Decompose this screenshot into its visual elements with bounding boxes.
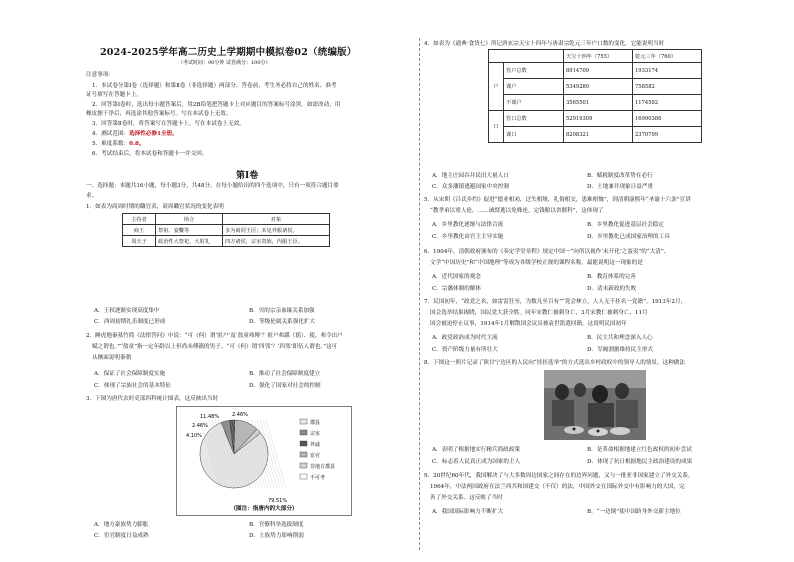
option: C．体现了宗族社会的基本特征 <box>94 383 171 389</box>
q4-options-row <box>432 173 742 180</box>
q3-options-row <box>94 533 404 540</box>
option: C．资产阶级力量有所壮大 <box>432 347 498 353</box>
q4-table-cell: 1174592 <box>633 95 702 111</box>
note-line: 证号填写在答题卡上。 <box>86 92 142 98</box>
q4-table-cell: 3565501 <box>564 95 633 111</box>
q3-pie-chart <box>176 406 352 516</box>
question-7-line: 7．民国初年，“政党之名，如雷雷狂至，为数凡至百有”“党会林立，人人无不挂名一党籍”。1913年2月， <box>424 299 687 305</box>
left-column <box>86 0 414 562</box>
option: C．西周初期礼乐制度已形成 <box>94 319 166 325</box>
pie-data-label: 2.46% <box>192 423 208 429</box>
option: A．保证了社会保障制度实施 <box>94 371 166 377</box>
pie-data-label: 11.48% <box>200 414 220 420</box>
q1-options-row <box>94 319 404 326</box>
question-8-stem: 8．下图这一照片记录了陕甘宁边区的人民向“挂挂选举”的方式选出乡村政权中的领导人的情景。这种做法 <box>424 360 685 366</box>
column-divider <box>419 38 420 550</box>
question-2-line: 赋之谓也。”“敖童”指一定年龄以上但尚未傅籍的男子。“可（何）谓‘四邻’？‘四邻’即伍人谓也。”这可 <box>92 344 338 350</box>
q6-options-row <box>432 286 742 293</box>
option: B．官僚科举选拔制度 <box>249 522 304 528</box>
option: D．清末新政的失败 <box>587 286 637 292</box>
option: C．乡里教化由官主主导实施 <box>432 234 504 240</box>
q7-options-row <box>432 347 742 354</box>
question-2-line: 从侧面说明秦朝 <box>92 355 132 361</box>
option: B．赋税制度改革势在必行 <box>587 173 653 179</box>
legend-swatch <box>300 474 307 479</box>
question-5-line: 5．从宋朝《吕氏乡约》促进“德业相劝，过失相规，礼俗相交，患难相恤”，到清朝康熙年“圣谕十六条”宣讲 <box>424 197 691 203</box>
q4-table-cell: 2370799 <box>633 127 702 143</box>
right-column <box>424 0 756 562</box>
q4-table-cell: 1933174 <box>633 63 702 79</box>
option: D．军阀割据维持民主形式 <box>587 347 654 353</box>
instruction-line: 求。 <box>86 193 98 199</box>
option: D．体现了抗日根据地民主政治建设的成果 <box>587 459 693 465</box>
q1-table-cell: 祭祖、宴饗等 <box>156 225 223 236</box>
q1-table-cell: 多为商同王臣；未见外服诸侯。 <box>223 225 330 236</box>
part1-heading: 第Ⅰ卷 <box>236 171 259 181</box>
q3-options-row <box>94 522 404 529</box>
legend-swatch <box>300 419 307 424</box>
pie-data-label: 79.51% <box>268 498 288 504</box>
question-7-line: 国会选举结果揭晓，国民党大获全胜。同年宋教仁被刺身亡，3月宋教仁被刺身亡，11月 <box>430 310 648 316</box>
option: C．标志着人民真正成为国家的主人 <box>432 459 521 465</box>
option: B．教育体系的完善 <box>587 274 636 280</box>
question-9-line: 9．20世纪60年代，我国解决了与大多数周边国家之间存在的边界问题，又与一批亚非国家建立了外交关系。 <box>424 473 694 479</box>
option: A．地主庄园吞并民田大量人口 <box>432 173 509 179</box>
q4-options-row <box>432 184 742 191</box>
option: D．土地兼并现象日益严重 <box>587 184 654 190</box>
notes-heading: 注意事项： <box>86 72 114 78</box>
q4-table-cell: 管户总数 <box>504 63 564 79</box>
q4-table-cell: 8208321 <box>564 127 633 143</box>
note-difficulty: 5．难度系数：0.8。 <box>92 141 145 147</box>
question-1-stem: 1．如表为商周时期的職官表，商周職官状况的变化表明 <box>86 204 224 210</box>
q1-table-cell: 四方诸侯，宗室贵族，内服王臣。 <box>223 236 330 247</box>
option: B．民主共和理念深入人心 <box>587 335 653 341</box>
legend-label: 宗室 <box>310 431 321 437</box>
q4-table-cell: 5349280 <box>564 79 633 95</box>
instruction-line: 一、选择题：本题共16小题，每小题3分，共48分。在每小题给出的四个选项中，只有一项符合题目要 <box>86 183 339 189</box>
q1-table-header: 对象 <box>223 214 330 225</box>
q8-options-row <box>432 459 742 466</box>
option: B．“一边倒”使中国跻身外交新主地位 <box>587 509 681 515</box>
option: A．乡里教化逐渐与法律合流 <box>432 222 504 228</box>
question-7-line: 国会被迫停止议事，1914年1月解散国会议员被袁世凯遣回籍。这说明民国初年 <box>430 321 627 327</box>
exam-subtitle: （考试时间：90分钟 试卷满分：100分） <box>178 60 271 66</box>
q1-table-cell: 周天子 <box>123 236 156 247</box>
question-2-line: 2．睡虎地秦墓竹简《法律答问》中说：“可（何）谓‘匿户’及‘敖童弗傅’？匿户弗繇（徭）、使，弗令出户 <box>86 333 343 339</box>
option: B．推动了社会保障制度建立 <box>249 371 321 377</box>
q4-table-cell: 课户 <box>504 79 564 95</box>
option: A．我国国际影响力不断扩大 <box>432 509 504 515</box>
option: A．近代国家的观念 <box>432 274 481 280</box>
legend-label: 宦官 <box>310 453 321 459</box>
question-9-line: 1964年，中法两国政府在法兰西共和国建交（不仅）的法，中国外交在国际外交中有影响力的大国，完 <box>430 484 685 490</box>
q4-table-cell: 管口总数 <box>504 111 564 127</box>
question-3-stem: 3．下图为唐代农时吏部四科统计图表，这反映出当时 <box>86 396 219 402</box>
q4-table <box>488 49 702 143</box>
q8-options-row <box>432 447 742 454</box>
legend-swatch <box>300 452 307 457</box>
q4-table-cell: 52919309 <box>564 111 633 127</box>
option: A．政党政治成为时代主流 <box>432 335 498 341</box>
q4-table-cell: 8914709 <box>564 63 633 79</box>
question-6-line: 6．1904年，清朝政府颁布的《奏定学堂章程》规定中国一“向所以视作‘未开化’之蛮夷”的“大清”、 <box>424 249 670 255</box>
option: D．乡里教化已成国家治理的工具 <box>587 234 670 240</box>
q4-table-cell: 不课户 <box>504 95 564 111</box>
option: A．地方豪族势力膨胀 <box>94 522 149 528</box>
q8-photo <box>544 370 646 440</box>
pie-data-label: 4.10% <box>186 433 202 439</box>
option: D．等级伦属关系强化扩大 <box>249 319 316 325</box>
option: B．贝的宗亲血缘关系加强 <box>249 308 315 314</box>
option: D．强化了国家对社会的控制 <box>249 383 321 389</box>
page-title: 2024-2025学年高二历史上学期期中模拟卷02（统编版） <box>100 47 357 58</box>
q3-caption: （图注：指唐内的大部分） <box>230 506 298 512</box>
option: A．表明了根据地实行精兵简政政策 <box>432 447 520 453</box>
legend-swatch <box>300 430 307 435</box>
option: D．士族势力影响削弱 <box>249 533 304 539</box>
q4-table-cell: 758582 <box>633 79 702 95</box>
q1-table-cell: 政治性大祭祀、大射礼 <box>156 236 223 247</box>
q6-options-row <box>432 274 742 281</box>
q5-options-row <box>432 234 742 241</box>
question-9-line: 善了外交关系。这反映了当时 <box>430 495 503 501</box>
q1-table-cell: 商王 <box>123 225 156 236</box>
q1-table <box>122 213 330 247</box>
q2-options-row <box>94 383 404 390</box>
question-5-line: “教孝弟以重人伦，……诫窝逃以免株连，完钱粮以省催科”，这体现了 <box>430 208 604 214</box>
q5-options-row <box>432 222 742 229</box>
note-line: 3．回答第Ⅱ卷时，将答案写在答题卡上。写在本试卷上无效。 <box>92 121 245 127</box>
option: B．乡里教化促进基层社会稳定 <box>587 222 664 228</box>
q7-options-row <box>432 335 742 342</box>
q4-group-label: 户 <box>489 63 504 111</box>
note-line: 橡皮擦干净后，再选涂其他答案标号。写在本试卷上无效。 <box>86 111 232 117</box>
q1-table-header: 主持者 <box>123 214 156 225</box>
q1-options-row <box>94 308 404 315</box>
pie-data-label: 2.46% <box>232 412 248 418</box>
legend-label: 郡县 <box>310 420 321 426</box>
q4-table-header: 乾元三年（760） <box>633 50 702 63</box>
note-line: 1．本试卷分第Ⅰ卷（选择题）和第Ⅱ卷（非选择题）两部分。答卷前，考生务必将自己的姓名、准考 <box>92 83 337 89</box>
legend-swatch <box>300 463 307 468</box>
q4-table-cell: 课口 <box>504 127 564 143</box>
legend-label: 非地方郡县 <box>310 464 336 470</box>
question-4-stem: 4．如表为《通典·食货七》所记唐玄宗天宝十四年与唐肃宗乾元三年户口数的变化。它能说明当时 <box>424 41 665 47</box>
q4-table-cell: 16990386 <box>633 111 702 127</box>
legend-label: 不可考 <box>310 475 326 481</box>
q1-table-header: 场合 <box>156 214 223 225</box>
legend-label: 外戚 <box>310 442 321 448</box>
q2-options-row <box>94 371 404 378</box>
q4-group-label: 口 <box>489 111 504 143</box>
note-line: 2．回答第Ⅰ卷时，选出每小题答案后，用2B铅笔把答题卡上对应题目的答案标号涂黑。如需改动，用 <box>92 102 341 108</box>
option: B．是革命根据地建立红色政权的初步尝试 <box>587 447 692 453</box>
option: C．众多藩镇逃避国家中央控制 <box>432 184 509 190</box>
option: C．宗藩体制的解体 <box>432 286 482 292</box>
note-line: 6．考试结束后，将本试卷和答题卡一并交回。 <box>92 151 208 157</box>
question-6-line: 文学“中国历史”和“中国地理”等成为各级学校正规的课程名称。最能说明这一现象的是 <box>430 260 643 266</box>
option: C．宦官制度日益成熟 <box>94 533 149 539</box>
q4-table-header: 天宝十四年（755） <box>564 50 633 63</box>
q9-options-row <box>432 509 742 516</box>
option: A．王权逐渐实现高度集中 <box>94 308 160 314</box>
legend-swatch <box>300 441 307 446</box>
note-scope: 4．测试范围：选择性必修1全册。 <box>92 131 178 137</box>
